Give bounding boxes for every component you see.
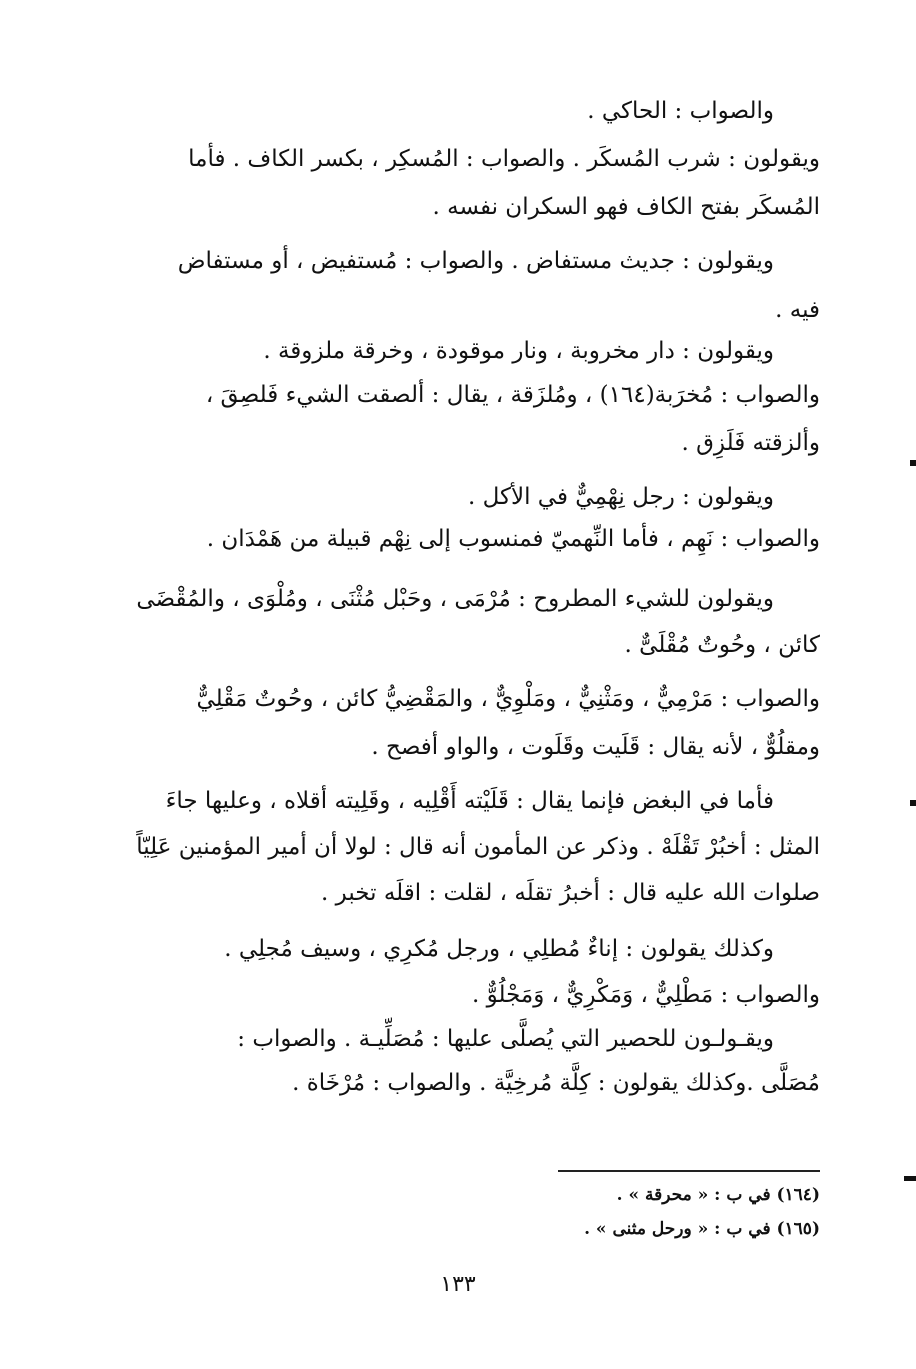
text-line: والصواب : الحاكي . bbox=[587, 98, 774, 124]
text-line: والصواب : نَهِم ، فأما النِّهميّ فمنسوب إلى نِهْم قبيلة من هَمْدَان . bbox=[206, 526, 820, 552]
text-line: فيه . bbox=[775, 297, 820, 323]
scan-mark bbox=[910, 460, 916, 466]
text-line: المُسكَر بفتح الكاف فهو السكران نفسه . bbox=[432, 194, 820, 220]
text-line: والصواب : مُخرَبة(١٦٤) ، ومُلزَقة ، يقال : ألصقت الشيء فَلصِقَ ، bbox=[205, 382, 820, 408]
text-line: كائن ، وحُوتٌ مُقْلَىٌّ . bbox=[624, 632, 820, 658]
text-line: ويقولون للشيء المطروح : مُرْمَى ، وحَبْل مُثْنَى ، ومُلْوَى ، والمُقْضَى bbox=[136, 586, 774, 612]
page-number: ١٣٣ bbox=[440, 1272, 476, 1297]
text-line: وألزقته فَلَزِق . bbox=[681, 430, 820, 456]
text-line: فأما في البغض فإنما يقال : قَلَيْته أَقْلِيه ، وقَلِيته أقلاه ، وعليها جاءَ bbox=[165, 788, 774, 814]
text-line: وكذلك يقولون : إناءٌ مُطلِي ، ورجل مُكرِي ، وسيف مُجلِي . bbox=[224, 936, 774, 962]
text-line: صلوات الله عليه قال : أخبرُ تقلَه ، لقلت : اقلَه تخبر . bbox=[321, 880, 820, 906]
scan-mark bbox=[910, 800, 916, 806]
text-line: ويقولون : رجل نِهْمِيٌّ في الأكل . bbox=[468, 484, 774, 510]
text-line: ويقـولـون للحصير التي يُصلَّى عليها : مُصَلِّيـة . والصواب : bbox=[237, 1026, 774, 1052]
text-line: والصواب : مَرْمِيٌّ ، ومَثْنِيٌّ ، ومَلْوِيٌّ ، والمَقْضِيُّ كائن ، وحُوتٌ مَقْلِيٌّ bbox=[196, 686, 820, 712]
text-line: ويقولون : شرب المُسكَر . والصواب : المُسكِر ، بكسر الكاف . فأما bbox=[188, 146, 820, 172]
text-line: ويقولون : جديث مستفاض . والصواب : مُستفيض ، أو مستفاض bbox=[177, 248, 774, 274]
text-line: ويقولون : دار مخروبة ، ونار موقودة ، وخرقة ملزوقة . bbox=[263, 338, 774, 364]
scan-mark bbox=[904, 1176, 916, 1181]
footnote: (١٦٤) في ب : « محرقة » . bbox=[616, 1185, 820, 1205]
footnote-separator bbox=[558, 1170, 820, 1172]
text-line: مُصَلَّى .وكذلك يقولون : كِلَّة مُرخِيَّة . والصواب : مُرْخَاة . bbox=[292, 1070, 820, 1096]
text-line: المثل : أخبُرْ تَقْلَهْ . وذكر عن المأمون أنه قال : لولا أن أمير المؤمنين عَلِيّاً bbox=[136, 834, 820, 860]
text-line: والصواب : مَطْلِيٌّ ، وَمَكْرِيٌّ ، وَمَجْلُوٌّ . bbox=[471, 982, 820, 1008]
footnote: (١٦٥) في ب : « ورحل مثنى » . bbox=[584, 1219, 820, 1239]
text-line: ومقلُوٌّ ، لأنه يقال : قَلَيت وقَلَوت ، والواو أفصح . bbox=[371, 734, 820, 760]
